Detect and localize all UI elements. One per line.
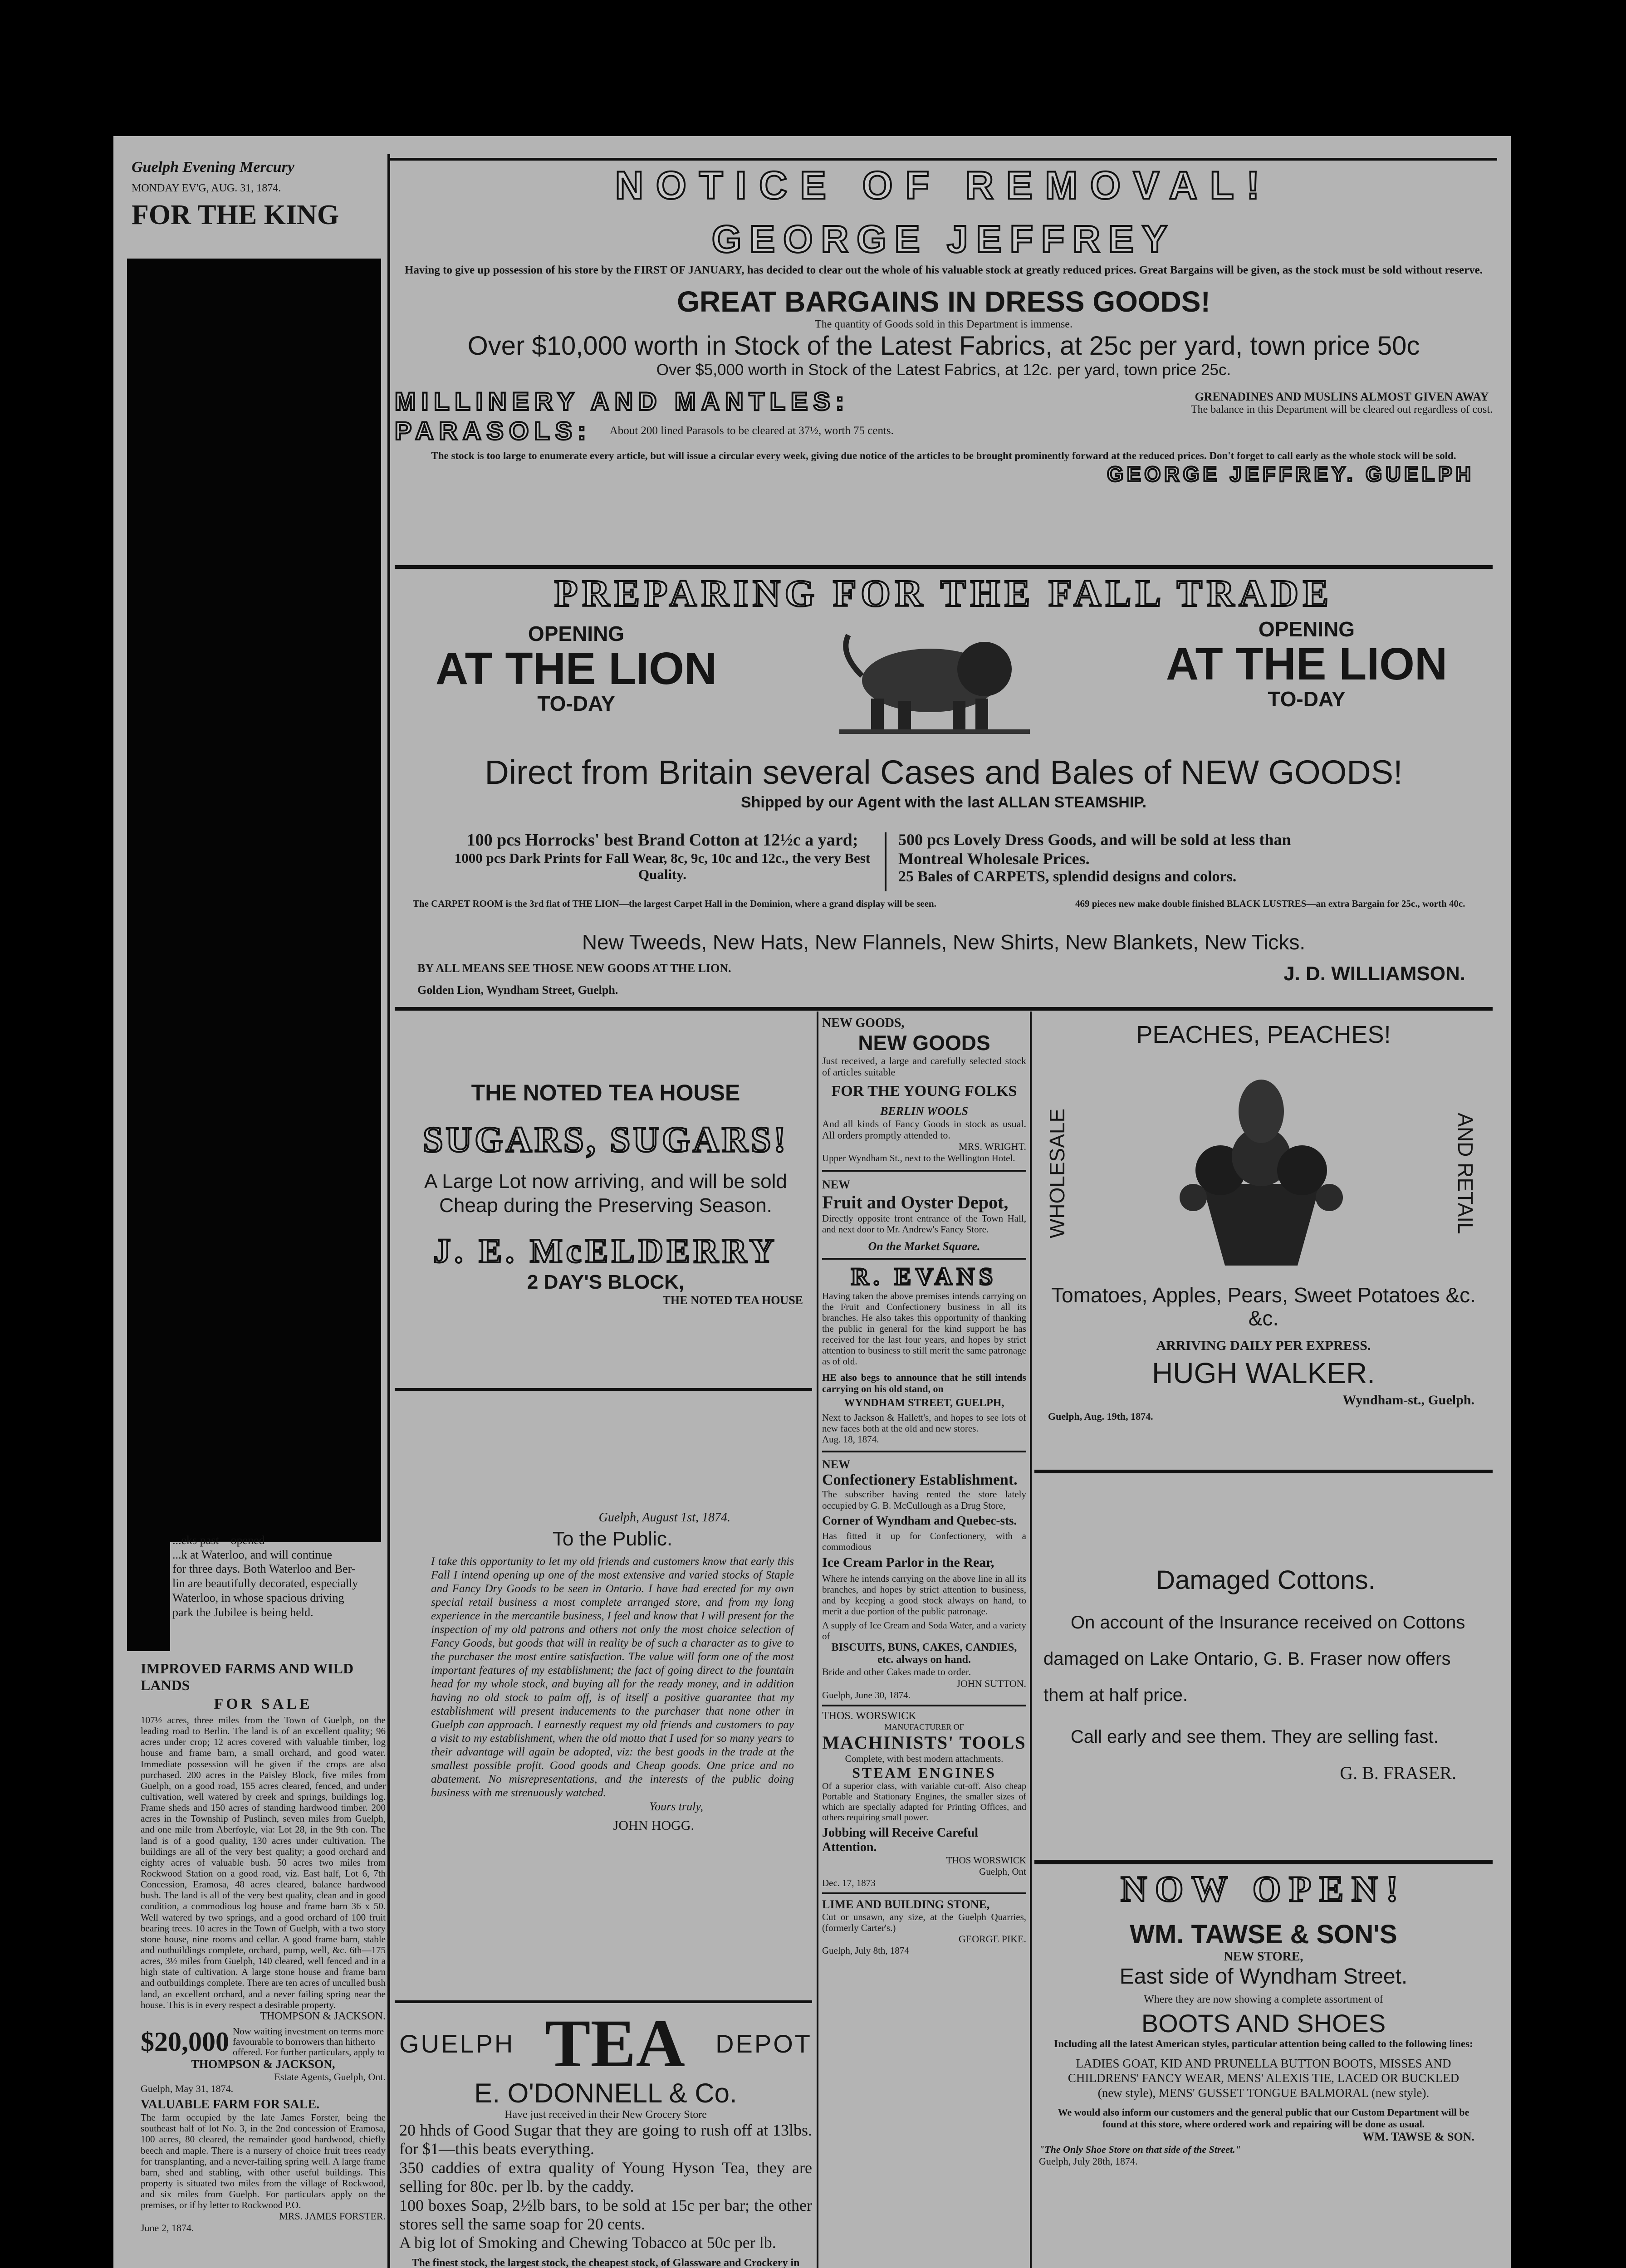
valuable-farm-date: June 2, 1874. — [141, 2222, 194, 2234]
carpet-room: The CARPET ROOM is the 3rd flat of THE LION—the largest Carpet Hall in the Dominion, where a grand display will be seen. — [413, 898, 936, 909]
removal-title: NOTICE OF REMOVAL! — [615, 164, 1273, 207]
sutton-date: Guelph, June 30, 1874. — [822, 1689, 911, 1701]
farms-heading: IMPROVED FARMS AND WILD LANDS — [141, 1660, 354, 1693]
column-rule — [1030, 1012, 1032, 2268]
peaches-fruits: Tomatoes, Apples, Pears, Sweet Potatoes &c. &c. — [1051, 1283, 1476, 1330]
removal-intro: Having to give up possession of his store by the FIRST OF JANUARY, has decided to clear out the whole of his valuable stock at greatly reduced prices. Great Bargains will be given, as the stock must be sold without reserve. — [404, 264, 1483, 276]
evans-heading: R. EVANS — [851, 1262, 998, 1290]
evans-text: Having taken the above premises intends carrying on the Fruit and Confectionery business in all its branches. He also takes this opportunity of thanking the public in general for the kind support he has received for the last four years, and hopes by strict attention to business to still merit the same patronage as of old. — [822, 1290, 1026, 1367]
rule — [822, 1451, 1026, 1452]
valuable-farm-signer: MRS. JAMES FORSTER. — [279, 2210, 386, 2222]
tawse-date: Guelph, July 28th, 1874. — [1039, 2156, 1138, 2167]
farms-for-sale: FOR SALE — [214, 1696, 313, 1712]
sugar-line: 20 hhds of Good Sugar that they are going to rush off at 13lbs. for $1—this beats everything. — [399, 2121, 812, 2158]
manufacturer-of: MANUFACTURER OF — [884, 1722, 964, 1731]
cottons-body: On account of the Insurance received on Cottons damaged on Lake Ontario, G. B. Fraser now offers them at half price. — [1043, 1613, 1465, 1705]
grenadines: GRENADINES AND MUSLINS ALMOST GIVEN AWAY — [1195, 390, 1489, 403]
peaches-ad — [1034, 1021, 1493, 1465]
rule — [395, 565, 1493, 569]
boots-shoes: BOOTS AND SHOES — [1141, 2009, 1386, 2038]
rule — [822, 1170, 1026, 1172]
fancy-goods: And all kinds of Fancy Goods in stock as usual. All orders promptly attended to. — [822, 1118, 1026, 1141]
tawse-lines: LADIES GOAT, KID AND PRUNELLA BUTTON BOOTS, MISSES AND CHILDRENS' FANCY WEAR, MENS' ALEXIS TIE, LACED OR BUCKLED (new style), MENS' GUSSET TONGUE BALMORAL (new style). — [1068, 2057, 1459, 2100]
confectionery-text: The subscriber having rented the store lately occupied by G. B. McCullough as a Drug Store, — [822, 1489, 1026, 1511]
pike-date: Guelph, July 8th, 1874 — [822, 1945, 909, 1956]
redacted-block — [127, 259, 381, 1542]
money-text: Now waiting investment on terms more favourable to borrowers than hitherto offered. For further particulars, apply to — [233, 2025, 385, 2058]
odonnell: E. O'DONNELL & Co. — [474, 2078, 737, 2108]
lion-divider — [885, 832, 886, 891]
newspaper-page — [113, 136, 1511, 2268]
wholesale-label: WHOLESALE — [1045, 1108, 1069, 1239]
redacted-block-corner — [127, 1533, 170, 1651]
shipped-note: Shipped by our Agent with the last ALLAN STEAMSHIP. — [740, 794, 1147, 811]
lion-address: Golden Lion, Wyndham Street, Guelph. — [417, 983, 618, 997]
removal-line-1: Over $10,000 worth in Stock of the Latest Fabrics, at 25c per yard, town price 50c — [467, 331, 1420, 361]
lion-illustration — [830, 626, 1034, 739]
young-folks: FOR THE YOUNG FOLKS — [831, 1082, 1017, 1100]
stock-note: The stock is too large to enumerate every article, but will issue a circular every week, giving due notice of the articles to be brought prominently forward at the reduced prices. Don't forget to call early as the whole stock will be sold. — [431, 450, 1456, 461]
public-date: Guelph, August 1st, 1874. — [598, 1510, 730, 1525]
valuable-farm-heading: VALUABLE FARM FOR SALE. — [141, 2097, 320, 2112]
lime-stone: LIME AND BUILDING STONE, — [822, 1897, 990, 1911]
tawse-sign: WM. TAWSE & SON. — [1362, 2130, 1474, 2144]
new-goods-heading: NEW GOODS — [858, 1031, 990, 1055]
tea-depot-intro: Have just received in their New Grocery Store — [504, 2109, 707, 2121]
public-closing: Yours truly, — [649, 1800, 703, 1813]
cottons-call: Call early and see them. They are selling fast. — [1071, 1727, 1439, 1747]
tea-depot-depot: DEPOT — [715, 2029, 812, 2058]
public-notice — [431, 1510, 794, 1982]
pike: GEORGE PIKE. — [958, 1933, 1026, 1945]
tweeds: New Tweeds, New Hats, New Flannels, New Shirts, New Blankets, New Ticks. — [582, 930, 1306, 954]
wright-address: Upper Wyndham St., next to the Wellington Hotel. — [822, 1153, 1015, 1164]
bride-cakes: Bride and other Cakes made to order. — [822, 1666, 971, 1677]
masthead-headline: FOR THE KING — [132, 200, 339, 230]
removal-name: GEORGE JEFFREY — [711, 218, 1176, 260]
new-label-2: NEW — [822, 1178, 851, 1192]
masthead-date: MONDAY EV'G, AUG. 31, 1874. — [132, 182, 281, 194]
millinery-heading: MILLINERY AND MANTLES: — [395, 387, 850, 415]
tawse-including: Including all the latest American styles, particular attention being called to the following lines: — [1054, 2038, 1473, 2049]
rule — [395, 1388, 812, 1391]
lion-left-2: 1000 pcs Dark Prints for Fall Wear, 8c, 9c, 10c and 12c., the very Best Quality. — [454, 850, 871, 882]
walker-address: Wyndham-st., Guelph. — [1342, 1393, 1474, 1408]
rule — [1034, 1470, 1493, 1473]
cottons-title: Damaged Cottons. — [1156, 1565, 1376, 1595]
worswick-date: Dec. 17, 1873 — [822, 1877, 876, 1888]
opening-right: OPENING — [1258, 617, 1355, 641]
parasols-text: About 200 lined Parasols to be cleared at 37½, worth 75 cents. — [609, 424, 894, 437]
removal-quantity: The quantity of Goods sold in this Department is immense. — [815, 318, 1073, 330]
black-lustres: 469 pieces new make double finished BLACK LUSTRES—an extra Bargain for 25c., worth 40c. — [1075, 898, 1465, 909]
arriving-daily: ARRIVING DAILY PER EXPRESS. — [1156, 1338, 1371, 1353]
lime-text: Cut or unsawn, any size, at the Guelph Quarries, (formerly Carter's.) — [822, 1911, 1026, 1934]
farms-body: 107½ acres, three miles from the Town of Guelph, on the leading road to Berlin. The land is of an excellent quality; 96 acres under crop; 12 acres covered with valuable timber, log house and frame barn, a small orchard, and good water. Immediate possession will be given if the crops are also purchased. 200 acres in the Paisley Block, five miles from Guelph, on a good road, 155 acres cleared, fenced, and under cultivation, well watered by creek and springs, buildings log. Frame sheds and 150 acres of standing hardwood timber. 200 acres in the Township of Puslinch, seven miles from Guelph, and one mile from Aberfoyle, via: Lot 28, in the 9th con. The land is of a good quality, 130 acres under cultivation. The buildings are all of the very best quality; a good orchard and eighty acres of valuable bush. 50 acres two miles from Rockwood Station on a good road, viz. East half, Lot 6, 7th Concession, Eramosa, 48 acres cleared, balance hardwood bush. The land is all of the very best quality, clean and in good condition, a commodious log house and frame barn 36 x 50. Well watered by two springs, and a good orchard of 100 fruit bearing trees. 10 acres in the Town of Guelph, with a two story stone house, nine rooms and cellar. A good frame barn, stable and outbuildings complete, orchard, pump, well, &c. 6th—175 acres, 3½ miles from Guelph, 140 cleared, well fenced and in a high state of cultivation. A large stone house and frame barn and outbuildings complete. There are ten acres of unculled bush land, an excellent orchard, and a never failing spring near the house. This is in every respect a desirable property. — [141, 1715, 386, 2010]
public-body: I take this opportunity to let my old friends and customers know that early this Fall I intend opening up one of the most extensive and varied stocks of Staple and Fancy Dry Goods to be seen in Ontario. I have had erected for my own special retail business a most complete arranged store, and from my long experience in the mercantile business, I feel and know that I will present for the inspection of my old patrons and others not only the most choice selection of Fancy Goods, but goods that will in reality be of such a character as to give to the purchaser the most entire satisfaction. The value will form one of the most important features of my establishment; the fact of going direct to the fountain head for my whole stock, and buying all for the ready money, and in addition having no old stock to palm off, is of itself a positive guarantee that my establishment will present inducements to the purchaser that none other in Guelph can approach. I earnestly request my old friends and customers to pay a visit to my establishment, when the old motto that I used for so many years to their advantage will again be adopted, viz: the best goods in the trade at the smallest possible profit. Good goods and Cheap goods. One price and no abatement. No misrepresentations, and the interests of the public doing business with me strenuously watched. — [431, 1555, 794, 1799]
column-rule — [387, 154, 390, 2268]
jobbing: Jobbing will Receive Careful Attention. — [822, 1825, 979, 1854]
fragment-text: ...eks past—opened ...k at Waterloo, and will continue for three days. Both Waterloo and Ber- lin are beautifully decorated, especially Waterloo, in whose spacious driving park the Jubilee is being held. — [172, 1534, 358, 1619]
new-goods-small: NEW GOODS, — [822, 1016, 905, 1030]
peaches-title: PEACHES, PEACHES! — [1136, 1021, 1391, 1048]
supply: A supply of Ice Cream and Soda Water, and a variety of — [822, 1619, 1026, 1642]
evans-wyndham: WYNDHAM STREET, GUELPH, — [844, 1397, 1004, 1409]
today-right: TO-DAY — [1268, 687, 1346, 711]
lion-right-1: 500 pcs Lovely Dress Goods, and will be sold at less than Montreal Wholesale Prices. — [898, 831, 1291, 868]
new-label-3: NEW — [822, 1458, 851, 1471]
tawse-only: "The Only Shoe Store on that side of the Street." — [1039, 2144, 1241, 2156]
lion-left-1: 100 pcs Horrocks' best Brand Cotton at 12½c a yard; — [466, 831, 858, 850]
removal-bargains: GREAT BARGAINS IN DRESS GOODS! — [677, 285, 1210, 318]
rule — [395, 2000, 812, 2003]
today-left: TO-DAY — [537, 692, 615, 715]
complete-attachments: Complete, with best modern attachments. — [845, 1753, 1004, 1764]
tea-line: 350 caddies of extra quality of Young Hyson Tea, they are selling for 80c. per lb. by the caddy. — [399, 2158, 812, 2196]
mcelderry: J. E. McELDERRY — [433, 1232, 778, 1270]
tea-house-title: THE NOTED TEA HOUSE — [471, 1080, 740, 1105]
confectionery-heading: Confectionery Establishment. — [822, 1471, 1018, 1489]
balance-note: The balance in this Department will be cleared out regardless of cost. — [1190, 404, 1493, 415]
market-square: On the Market Square. — [868, 1239, 980, 1253]
top-rule — [390, 158, 1497, 161]
williamson: J. D. WILLIAMSON. — [1283, 963, 1465, 985]
money-sub: Estate Agents, Guelph, Ont. — [274, 2071, 386, 2083]
tawse-custom: We would also inform our customers and the general public that our Custom Department will be found at this store, where ordered work and repairing will be done as usual. — [1058, 2107, 1469, 2130]
cottons-signer: G. B. FRASER. — [1340, 1763, 1456, 1783]
fruit-oyster: Fruit and Oyster Depot, — [822, 1192, 1009, 1213]
rule — [1034, 1860, 1493, 1864]
sugars-heading: SUGARS, SUGARS! — [423, 1120, 789, 1160]
sutton: JOHN SUTTON. — [956, 1677, 1026, 1689]
steam-engines: STEAM ENGINES — [852, 1764, 996, 1781]
hugh-walker: HUGH WALKER. — [1152, 1357, 1375, 1389]
rule — [822, 1705, 1026, 1706]
soap-line: 100 boxes Soap, 2½lb bars, to be sold at 15c per bar; the other stores sell the same soap for 20 cents. — [399, 2196, 812, 2233]
worswick-address: Guelph, Ont — [979, 1866, 1026, 1877]
new-goods-received: Just received, a large and carefully selected stock of articles suitable — [822, 1055, 1026, 1078]
masthead-paper-title: Guelph Evening Mercury — [132, 159, 294, 176]
valuable-farm-text: The farm occupied by the late James Forster, being the southeast half of lot No. 3, in the 2nd concession of Eramosa, 100 acres, 80 cleared, the remainder good hardwood, chiefly beech and maple. There is a nursery of choice fruit trees ready for transplanting, and a never-failing spring well. A large frame barn, shed and stabling, with other useful buildings. This property is situated two miles from the village of Rockwood, and six miles from Guelph. For particulars apply on the premises, or if by letter to Rockwood P.O. — [141, 2112, 386, 2211]
see-goods: BY ALL MEANS SEE THOSE NEW GOODS AT THE LION. — [417, 962, 731, 975]
tea-depot-ad — [399, 2006, 812, 2268]
berlin-wools: BERLIN WOOLS — [880, 1104, 968, 1118]
tawse-east: East side of Wyndham Street. — [1119, 1965, 1408, 1989]
machinists-tools: MACHINISTS' TOOLS — [822, 1732, 1026, 1753]
tea-depot-guelph: GUELPH — [399, 2029, 515, 2058]
public-heading: To the Public. — [552, 1528, 673, 1550]
removal-line-2: Over $5,000 worth in Stock of the Latest Fabrics, at 12c. per yard, town price 25c. — [656, 361, 1231, 379]
fruit-text: Directly opposite front entrance of the Town Hall, and next door to Mr. Andrew's Fancy Store. — [822, 1213, 1026, 1235]
fitted-up: Has fitted it up for Confectionery, with a commodious — [822, 1530, 1026, 1552]
masthead — [132, 159, 386, 272]
walker-date: Guelph, Aug. 19th, 1874. — [1048, 1411, 1153, 1422]
fruit-basket-illustration — [1152, 1070, 1370, 1275]
tea-depot-tea: TEA — [545, 2006, 685, 2081]
now-open-title: NOW OPEN! — [1121, 1869, 1406, 1909]
tea-house-sub: THE NOTED TEA HOUSE — [662, 1293, 803, 1307]
middle-column — [822, 1016, 1026, 2268]
finest-stock: The finest stock, the largest stock, the cheapest stock, of Glassware and Crockery in — [411, 2257, 800, 2268]
lion-ad — [395, 572, 1493, 1007]
evans-date: Aug. 18, 1874. — [822, 1434, 879, 1445]
tawse-showing: Where they are now showing a complete assortment of — [1144, 1994, 1383, 2005]
steam-text: Of a superior class, with variable cut-off. Also cheap Portable and Stationary Engines, the smaller sizes of which are specially adapted for Printing Offices, and others requiring small power. — [822, 1781, 1026, 1823]
rule — [822, 1258, 1026, 1260]
lion-right-2: 25 Bales of CARPETS, splendid designs and colors. — [898, 868, 1237, 885]
column-rule — [817, 1012, 818, 2268]
at-the-lion-left: AT THE LION — [435, 643, 717, 694]
wright: MRS. WRIGHT. — [959, 1141, 1026, 1153]
removal-ad — [395, 163, 1493, 562]
rule — [395, 1007, 1493, 1011]
at-the-lion-right: AT THE LION — [1166, 639, 1448, 689]
corner-wyndham: Corner of Wyndham and Quebec-sts. — [822, 1513, 1017, 1527]
public-signer: JOHN HOGG. — [613, 1818, 694, 1833]
lion-title: PREPARING FOR THE FALL TRADE — [554, 572, 1333, 615]
tawse-new-store: NEW STORE, — [1224, 1950, 1303, 1964]
removal-sign: GEORGE JEFFREY. GUELPH — [1107, 462, 1474, 486]
farms-signer: THOMPSON & JACKSON. — [260, 2010, 386, 2022]
ice-cream-parlor: Ice Cream Parlor in the Rear, — [822, 1555, 994, 1570]
worswick-2: THOS WORSWICK — [946, 1854, 1026, 1866]
money-amount: $20,000 — [141, 2026, 229, 2057]
tawse-ad — [1039, 1869, 1488, 2268]
large-lot: A Large Lot now arriving, and will be sold Cheap during the Preserving Season. — [424, 1170, 787, 1217]
money-signer: THOMPSON & JACKSON, — [191, 2058, 335, 2071]
days-block: 2 DAY'S BLOCK, — [527, 1271, 685, 1293]
evans-also: HE also begs to announce that he still intends carrying on his old stand, on — [822, 1371, 1026, 1394]
worswick: THOS. WORSWICK — [822, 1710, 916, 1722]
ice-cream-text: Where he intends carrying on the above line in all its branches, and hopes by strict attention to business, and by keeping a good stock always on hand, to merit a due portion of the public patronage. — [822, 1573, 1026, 1617]
tobacco-line: A big lot of Smoking and Chewing Tobacco at 50c per lb. — [399, 2234, 776, 2252]
opening-left: OPENING — [528, 622, 625, 645]
farms-ad — [141, 1660, 386, 2268]
biscuits: BISCUITS, BUNS, CAKES, CANDIES, etc. always on hand. — [831, 1641, 1017, 1666]
retail-label: AND RETAIL — [1454, 1113, 1477, 1234]
cottons-ad — [1043, 1565, 1488, 1855]
tawse-name: WM. TAWSE & SON'S — [1130, 1920, 1397, 1949]
rule — [822, 1892, 1026, 1894]
parasols-heading: PARASOLS: — [395, 416, 592, 445]
evans-next: Next to Jackson & Hallett's, and hopes to see lots of new faces both at the old and new stores. — [822, 1412, 1026, 1434]
direct-from-britain: Direct from Britain several Cases and Bales of NEW GOODS! — [485, 753, 1403, 791]
tea-house-ad — [399, 1080, 812, 1370]
money-date: Guelph, May 31, 1874. — [141, 2083, 234, 2095]
